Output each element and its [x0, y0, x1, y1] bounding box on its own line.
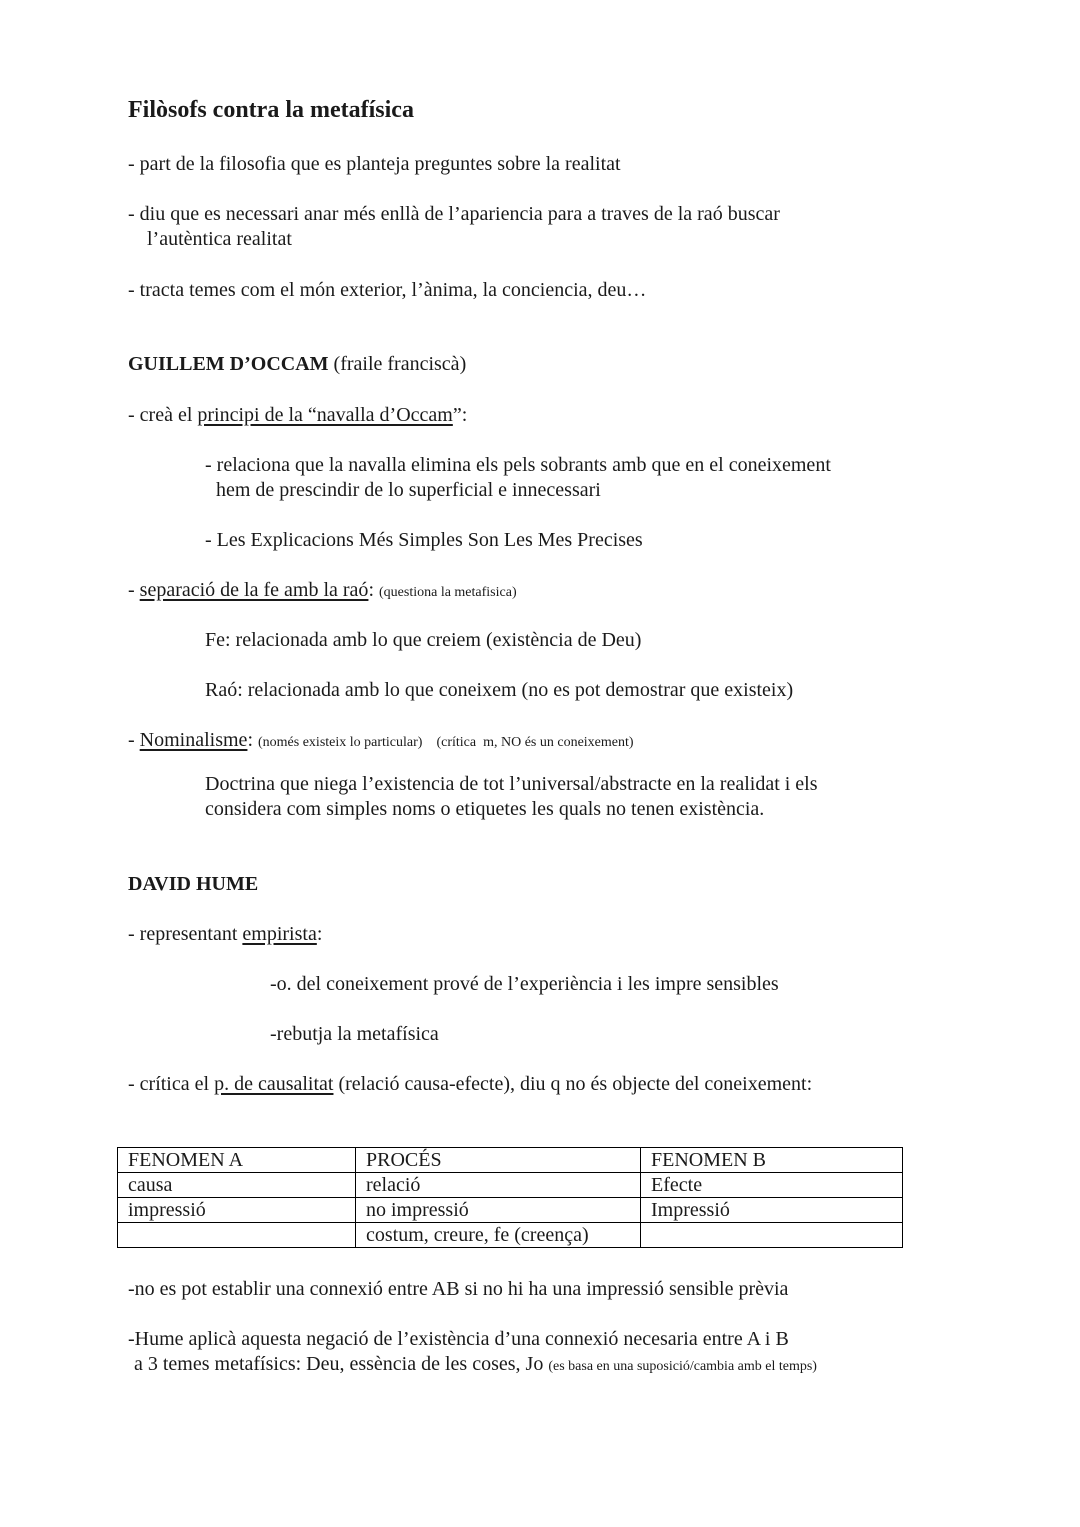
text: -: [128, 729, 140, 751]
intro-line: - tracta temes com el món exterior, l’ànima, la conciencia, deu…: [128, 279, 647, 301]
text: - creà el: [128, 404, 198, 426]
table-cell: Impressió: [641, 1198, 903, 1223]
table-header: FENOMEN B: [641, 1148, 903, 1173]
text: - crítica el: [128, 1073, 215, 1095]
causality-table: [117, 1147, 903, 1248]
text: -: [128, 579, 140, 601]
table-header-row: [118, 1148, 903, 1173]
final-line: -Hume aplicà aquesta negació de l’existència d’una connexió necesaria entre A i B: [128, 1328, 789, 1350]
faith-reason-term: separació de la fe amb la raó: [139, 579, 369, 601]
table-row: [118, 1223, 903, 1248]
table-cell: [641, 1223, 903, 1248]
final-line: [134, 1352, 817, 1379]
table-cell: Efecte: [641, 1173, 903, 1198]
table-row: [118, 1198, 903, 1223]
table-row: [118, 1173, 903, 1198]
empiricist-line: [128, 922, 322, 947]
hume-heading: DAVID HUME: [128, 873, 259, 895]
nominalism-term: Nominalisme: [139, 729, 248, 751]
connection-line: -no es pot establir una connexió entre AB si no hi ha una impressió sensible prèvia: [128, 1278, 789, 1300]
intro-line: - diu que es necessari anar més enllà de l’apariencia para a traves de la raó buscar: [128, 203, 780, 225]
reason-definition: Raó: relacionada amb lo que coneixem (no es pot demostrar que existeix): [205, 679, 794, 701]
table-cell: causa: [118, 1173, 356, 1198]
text: (relació causa-efecte), diu q no és objecte del coneixement:: [333, 1073, 813, 1095]
text: :: [368, 579, 379, 601]
razor-sub-line: - Les Explicacions Més Simples Son Les Mes Precises: [205, 529, 643, 551]
occam-razor-line: [128, 403, 467, 428]
table-cell: costum, creure, fe (creença): [356, 1223, 641, 1248]
intro-line: l’autèntica realitat: [147, 228, 292, 250]
occam-name: GUILLEM D’OCCAM: [128, 353, 329, 375]
faith-definition: Fe: relacionada amb lo que creiem (existència de Deu): [205, 629, 642, 651]
text: :: [247, 729, 258, 751]
empiricist-term: empirista: [242, 923, 317, 945]
razor-term: principi de la “navalla d’Occam: [197, 404, 453, 426]
text: ”:: [452, 404, 468, 426]
doctrine-line: Doctrina que niega l’existencia de tot l’universal/abstracte en la realidat i els: [205, 773, 818, 795]
table-header: FENOMEN A: [118, 1148, 356, 1173]
razor-sub-line: - relaciona que la navalla elimina els pels sobrants amb que en el coneixement: [205, 454, 831, 476]
text: - representant: [128, 923, 243, 945]
nominalism-note: (només existeix lo particular) (crítica m, NO és un coneixement): [258, 735, 634, 750]
final-note: (es basa en una suposició/cambia amb el temps): [548, 1359, 817, 1374]
empiricist-sub-line: -rebutja la metafísica: [270, 1023, 439, 1045]
table-header: PROCÉS: [356, 1148, 641, 1173]
faith-reason-note: (questiona la metafisica): [379, 585, 517, 600]
razor-sub-line: hem de prescindir de lo superficial e innecessari: [216, 479, 601, 501]
occam-name-note: (fraile franciscà): [328, 353, 467, 375]
empiricist-sub-line: -o. del coneixement prové de l’experiència i les impre sensibles: [270, 973, 779, 995]
table-cell: relació: [356, 1173, 641, 1198]
table-cell: no impressió: [356, 1198, 641, 1223]
doctrine-line: considera com simples noms o etiquetes les quals no tenen existència.: [205, 798, 765, 820]
table-cell: [118, 1223, 356, 1248]
causality-line: [128, 1072, 812, 1097]
occam-heading: [128, 352, 466, 377]
nominalism-line: [128, 728, 634, 755]
faith-reason-line: [128, 578, 517, 605]
causality-term: p. de causalitat: [214, 1073, 334, 1095]
intro-line: - part de la filosofia que es planteja preguntes sobre la realitat: [128, 153, 621, 175]
text: :: [316, 923, 323, 945]
table-cell: impressió: [118, 1198, 356, 1223]
page-title: Filòsofs contra la metafísica: [128, 97, 414, 123]
text: a 3 temes metafísics: Deu, essència de les coses, Jo: [134, 1353, 549, 1375]
